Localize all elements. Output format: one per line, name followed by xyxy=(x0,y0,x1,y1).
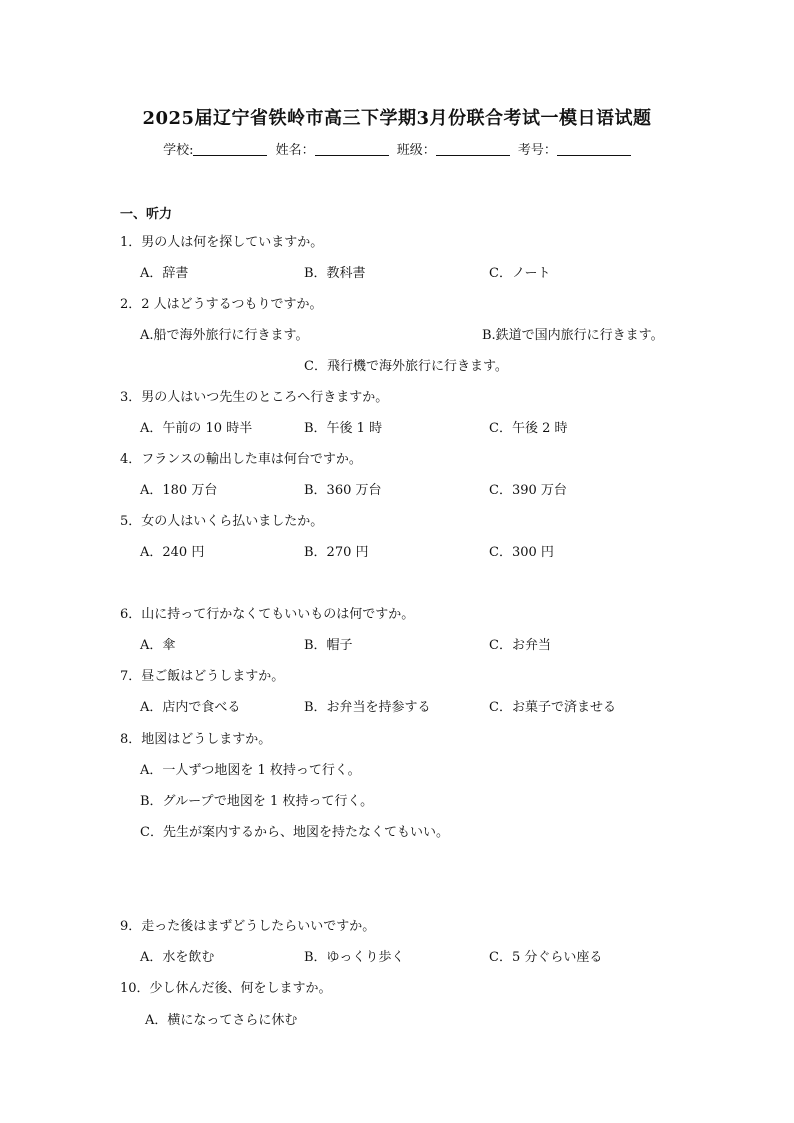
option-b: B．午後 1 時 xyxy=(304,421,383,436)
option-c: C．ノート xyxy=(489,266,551,281)
question-text: 3．男の人はいつ先生のところへ行きますか。 xyxy=(120,390,389,405)
option-b: B．お弁当を持参する xyxy=(304,700,431,715)
option-a: A．水を飲む xyxy=(140,950,215,965)
question-text: 2．2 人はどうするつもりですか。 xyxy=(120,297,323,312)
option-c: C．お菓子で済ませる xyxy=(489,700,616,715)
option-a: A．傘 xyxy=(140,638,176,653)
name-label: 姓名： xyxy=(275,143,315,158)
section-heading-listening: 一、听力 xyxy=(120,207,173,222)
school-blank[interactable] xyxy=(193,142,267,156)
option-c: C．飛行機で海外旅行に行きます。 xyxy=(304,359,508,374)
option-a: A．辞書 xyxy=(140,266,189,281)
option-b: B．帽子 xyxy=(304,638,353,653)
option-b: B．ゆっくり歩く xyxy=(304,950,405,965)
option-c: C．午後 2 時 xyxy=(489,421,568,436)
name-blank[interactable] xyxy=(315,142,389,156)
exam-no-label: 考号： xyxy=(517,143,557,158)
option-a: A．一人ずつ地図を 1 枚持って行く。 xyxy=(140,763,361,778)
option-c: C．お弁当 xyxy=(489,638,551,653)
option-b: B．360 万台 xyxy=(304,483,382,498)
option-c: C．390 万台 xyxy=(489,483,567,498)
option-c: C．300 円 xyxy=(489,545,554,560)
option-b: B.鉄道で国内旅行に行きます。 xyxy=(482,328,664,343)
option-a: A．240 円 xyxy=(140,545,205,560)
option-a: A．店内で食べる xyxy=(140,700,241,715)
option-b: B．グループで地図を 1 枚持って行く。 xyxy=(140,794,374,809)
question-text: 7．昼ご飯はどうしますか。 xyxy=(120,669,285,684)
question-text: 1．男の人は何を探していますか。 xyxy=(120,235,324,250)
question-text: 4．フランスの輸出した車は何台ですか。 xyxy=(120,452,362,467)
class-blank[interactable] xyxy=(436,142,510,156)
option-a: A．横になってさらに休む xyxy=(145,1013,298,1028)
exam-no-blank[interactable] xyxy=(557,142,631,156)
question-text: 9．走った後はまずどうしたらいいですか。 xyxy=(120,919,376,934)
option-b: B．270 円 xyxy=(304,545,369,560)
option-a: A.船で海外旅行に行きます。 xyxy=(140,328,309,343)
option-c: C．先生が案内するから、地図を持たなくてもいい。 xyxy=(140,825,449,840)
option-a: A．180 万台 xyxy=(140,483,218,498)
question-text: 10．少し休んだ後、何をしますか。 xyxy=(120,981,332,996)
school-label: 学校: xyxy=(163,143,194,158)
option-c: C．5 分ぐらい座る xyxy=(489,950,603,965)
option-b: B．教科書 xyxy=(304,266,366,281)
exam-title: 2025届辽宁省铁岭市高三下学期3月份联合考试一模日语试题 xyxy=(142,108,652,129)
class-label: 班级： xyxy=(396,143,436,158)
option-a: A．午前の 10 時半 xyxy=(140,421,253,436)
question-text: 8．地図はどうしますか。 xyxy=(120,732,272,747)
student-info-line xyxy=(0,139,794,158)
question-text: 6．山に持って行かなくてもいいものは何ですか。 xyxy=(120,607,415,622)
question-text: 5．女の人はいくら払いましたか。 xyxy=(120,514,324,529)
